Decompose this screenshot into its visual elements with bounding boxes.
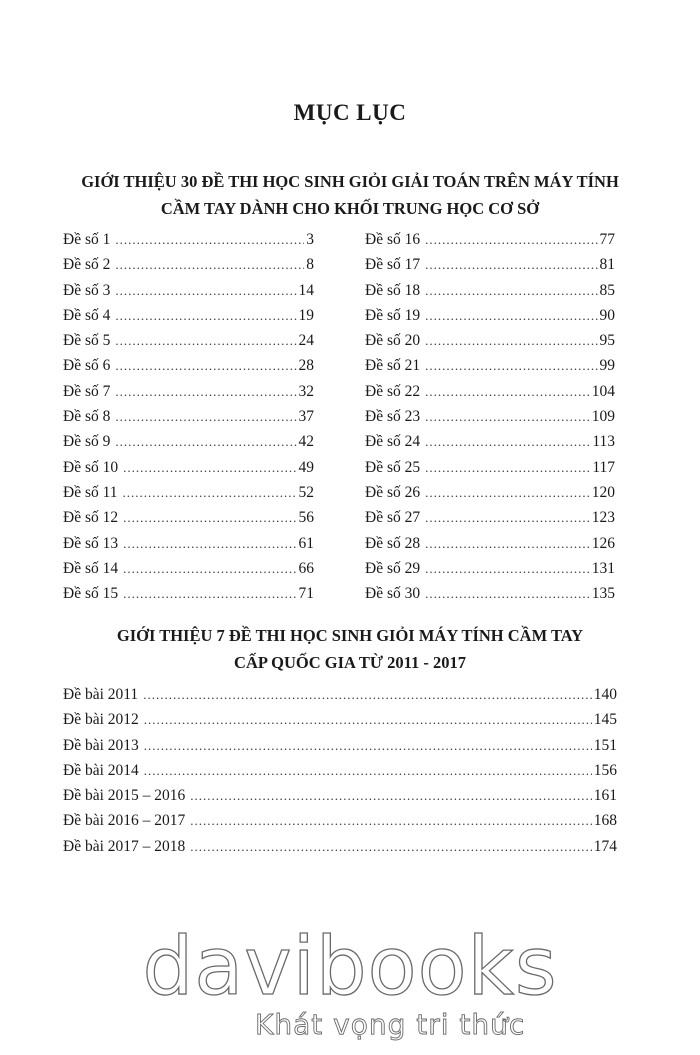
toc-entry-page: 28	[298, 357, 314, 375]
toc-entry-page: 174	[593, 837, 617, 855]
toc-entry	[63, 484, 314, 509]
toc-entry	[63, 787, 617, 812]
section2-heading-line2: CẤP QUỐC GIA TỪ 2011 - 2017	[234, 653, 466, 672]
toc-entry	[365, 484, 615, 509]
dot-leader	[425, 257, 597, 273]
toc-entry-page: 90	[599, 306, 615, 324]
toc-entry	[63, 812, 617, 837]
dot-leader	[123, 460, 296, 476]
toc-entry-label: Đề số 1	[63, 231, 111, 248]
dot-leader	[144, 738, 592, 754]
toc-entry	[63, 535, 314, 560]
toc-entry	[63, 282, 314, 307]
toc-entry-page: 156	[593, 761, 617, 779]
toc-entry	[365, 231, 615, 256]
section1-heading-line2: CẦM TAY DÀNH CHO KHỐI TRUNG HỌC CƠ SỞ	[160, 199, 540, 218]
dot-leader	[143, 687, 592, 703]
toc-entry-label: Đề số 17	[365, 256, 421, 274]
toc-entry-label: Đề số 5	[63, 332, 111, 350]
toc-entry-page: 120	[591, 483, 615, 501]
dot-leader	[190, 813, 591, 829]
dot-leader	[115, 358, 296, 374]
toc-entry	[63, 838, 617, 863]
toc-entry	[63, 383, 314, 408]
dot-leader	[190, 788, 591, 804]
toc-entry	[365, 433, 615, 458]
toc-entry-label: Đề số 15	[63, 585, 119, 603]
dot-leader	[425, 333, 597, 349]
toc-entry-label: Đề số 4	[63, 306, 111, 324]
toc-entry	[63, 711, 617, 736]
dot-leader	[425, 434, 590, 450]
dot-leader	[425, 232, 597, 248]
toc-entry-page: 37	[298, 408, 314, 426]
dot-leader	[123, 586, 296, 602]
toc-entry-label: Đề số 8	[63, 408, 111, 426]
dot-leader	[123, 485, 297, 501]
toc-entry-page: 8	[306, 256, 314, 274]
toc-entry-page: 99	[599, 357, 615, 375]
dot-leader	[115, 409, 296, 425]
toc-entry-page: 81	[599, 256, 615, 274]
watermark-brand: davibooks	[142, 920, 558, 1013]
dot-leader	[425, 283, 597, 299]
toc-entry	[63, 256, 314, 281]
toc-entry-label: Đề bài 2015 – 2016	[63, 787, 186, 805]
dot-leader	[425, 358, 597, 374]
toc-entry-page: 151	[593, 736, 617, 754]
dot-leader	[425, 561, 590, 577]
dot-leader	[144, 763, 592, 779]
toc-entry-page: 131	[591, 559, 615, 577]
toc-entry	[365, 383, 615, 408]
toc-entry-label: Đề số 21	[365, 357, 421, 375]
toc-entry-label: Đề số 3	[63, 281, 111, 299]
toc-entry-page: 3	[306, 231, 314, 248]
dot-leader	[425, 308, 597, 324]
toc-entry-label: Đề số 23	[365, 408, 421, 426]
toc-entry	[365, 357, 615, 382]
toc-entry-page: 135	[591, 585, 615, 603]
section2-heading	[40, 622, 660, 676]
dot-leader	[144, 712, 592, 728]
toc-entry-label: Đề bài 2014	[63, 761, 139, 779]
toc-entry	[63, 433, 314, 458]
toc-entry-page: 49	[298, 458, 314, 476]
toc-entry-page: 71	[298, 585, 314, 603]
toc-entry	[63, 307, 314, 332]
toc-entry-label: Đề số 19	[365, 306, 421, 324]
toc-entry-label: Đề số 12	[63, 509, 119, 527]
toc-entry-page: 95	[599, 332, 615, 350]
toc-entry-page: 32	[298, 382, 314, 400]
toc-entry-label: Đề bài 2012	[63, 711, 139, 729]
toc-entry-page: 126	[591, 534, 615, 552]
toc-entry-label: Đề số 10	[63, 458, 119, 476]
dot-leader	[115, 283, 296, 299]
toc-entry-page: 109	[591, 408, 615, 426]
toc-entry-label: Đề số 30	[365, 585, 421, 603]
dot-leader	[425, 460, 590, 476]
toc-entry-label: Đề số 18	[365, 281, 421, 299]
dot-leader	[425, 586, 590, 602]
dot-leader	[123, 510, 296, 526]
toc-entry-page: 168	[593, 812, 617, 830]
toc-entry-page: 61	[298, 534, 314, 552]
toc-right-column	[365, 231, 615, 610]
toc-entry-page: 140	[593, 686, 617, 703]
dot-leader	[425, 510, 590, 526]
toc-entry-label: Đề bài 2017 – 2018	[63, 837, 186, 855]
watermark-tagline: Khát vọng tri thức	[255, 1008, 526, 1041]
dot-leader	[115, 434, 296, 450]
toc-entry-label: Đề số 14	[63, 559, 119, 577]
toc-entry	[365, 408, 615, 433]
toc-entry	[365, 307, 615, 332]
toc-entry-label: Đề số 16	[365, 231, 421, 248]
toc-entry	[365, 560, 615, 585]
toc-entry	[63, 357, 314, 382]
toc-entry	[63, 408, 314, 433]
toc-entry-page: 19	[298, 306, 314, 324]
toc-entry	[365, 585, 615, 610]
toc-entry-label: Đề số 11	[63, 483, 118, 501]
toc-entry-page: 52	[298, 483, 314, 501]
toc-entry-page: 66	[298, 559, 314, 577]
toc-entry-label: Đề số 9	[63, 433, 111, 451]
toc-entry	[365, 509, 615, 534]
toc-entry	[63, 585, 314, 610]
toc-entry	[63, 231, 314, 256]
toc-entry-label: Đề số 7	[63, 382, 111, 400]
dot-leader	[115, 308, 296, 324]
dot-leader	[123, 536, 296, 552]
toc-entry-label: Đề bài 2013	[63, 736, 139, 754]
toc-entry-label: Đề số 24	[365, 433, 421, 451]
toc-entry-page: 113	[592, 433, 615, 451]
toc-entry-label: Đề số 20	[365, 332, 421, 350]
toc-entry	[63, 332, 314, 357]
toc-entry-label: Đề bài 2011	[63, 686, 139, 703]
toc-entry-label: Đề số 28	[365, 534, 421, 552]
toc-entry-page: 104	[591, 382, 615, 400]
toc-entry-label: Đề số 2	[63, 256, 111, 274]
dot-leader	[115, 232, 304, 248]
dot-leader	[123, 561, 296, 577]
toc-entry-page: 123	[591, 509, 615, 527]
toc-entry-label: Đề số 27	[365, 509, 421, 527]
toc-entry	[365, 282, 615, 307]
dot-leader	[190, 839, 591, 855]
toc-entry	[63, 509, 314, 534]
toc-entry	[365, 332, 615, 357]
page-title: MỤC LỤC	[293, 100, 407, 125]
dot-leader	[425, 536, 590, 552]
dot-leader	[425, 384, 590, 400]
toc-entry-label: Đề bài 2016 – 2017	[63, 812, 186, 830]
toc-entry-page: 161	[593, 787, 617, 805]
dot-leader	[115, 384, 296, 400]
toc-entry-page: 145	[593, 711, 617, 729]
toc-entry	[365, 459, 615, 484]
toc-entry-page: 14	[298, 281, 314, 299]
dot-leader	[115, 333, 296, 349]
toc-entry	[63, 686, 617, 711]
toc-entry-page: 77	[599, 231, 615, 248]
toc-entry-label: Đề số 22	[365, 382, 421, 400]
toc-entry	[365, 256, 615, 281]
toc-left-column	[63, 231, 314, 610]
dot-leader	[425, 409, 590, 425]
toc-entry	[63, 560, 314, 585]
dot-leader	[115, 257, 304, 273]
toc-entry-page: 85	[599, 281, 615, 299]
toc-entry-label: Đề số 26	[365, 483, 421, 501]
toc-section2-list	[63, 686, 617, 863]
toc-entry-label: Đề số 13	[63, 534, 119, 552]
toc-entry-label: Đề số 29	[365, 559, 421, 577]
section2-heading-line1: GIỚI THIỆU 7 ĐỀ THI HỌC SINH GIỎI MÁY TÍNH CẦM TAY	[116, 626, 584, 645]
toc-entry	[365, 535, 615, 560]
toc-entry-label: Đề số 25	[365, 458, 421, 476]
toc-entry-label: Đề số 6	[63, 357, 111, 375]
toc-entry-page: 24	[298, 332, 314, 350]
section1-heading-line1: GIỚI THIỆU 30 ĐỀ THI HỌC SINH GIỎI GIẢI TOÁN TRÊN MÁY TÍNH	[81, 172, 619, 191]
toc-entry	[63, 762, 617, 787]
toc-entry-page: 56	[298, 509, 314, 527]
toc-entry-page: 117	[592, 458, 615, 476]
section1-heading	[40, 168, 660, 222]
toc-entry	[63, 459, 314, 484]
toc-entry	[63, 737, 617, 762]
dot-leader	[425, 485, 590, 501]
toc-entry-page: 42	[298, 433, 314, 451]
